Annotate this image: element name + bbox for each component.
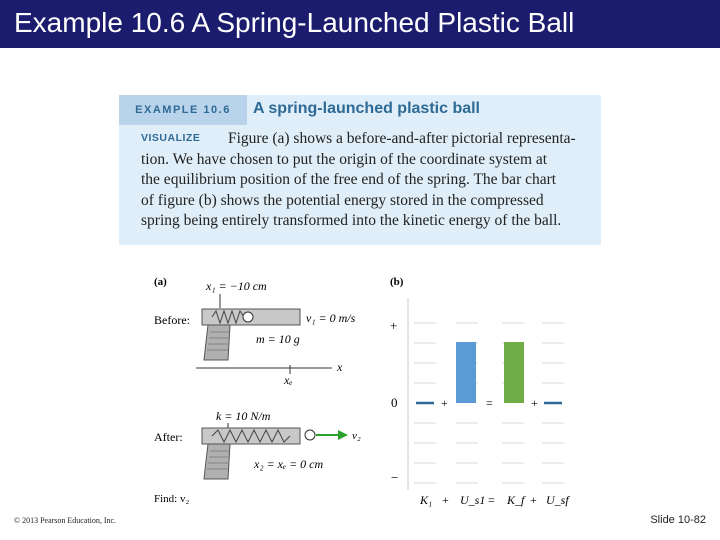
tick-plus-2: + bbox=[530, 493, 537, 507]
tick-kf: K_f bbox=[507, 493, 525, 507]
copyright: © 2013 Pearson Education, Inc. bbox=[14, 516, 117, 525]
minus-label: − bbox=[391, 470, 399, 485]
tick-plus-1: + bbox=[442, 493, 449, 507]
fig-a-label: (a) bbox=[154, 276, 167, 288]
op-equals: = bbox=[486, 396, 493, 410]
v2-label: v₂ bbox=[352, 430, 361, 442]
bar-us1 bbox=[456, 342, 476, 403]
op-plus-1: + bbox=[441, 396, 448, 410]
slide-number: Slide 10-82 bbox=[650, 514, 706, 526]
example-title: A spring-launched plastic ball bbox=[253, 100, 480, 117]
tick-usf: U_sf bbox=[546, 493, 569, 507]
tick-k1: K₁ bbox=[420, 493, 433, 507]
figure bbox=[150, 268, 580, 513]
bar-kf bbox=[504, 342, 524, 403]
body-line: the equilibrium position of the free end of the spring. The bar chart bbox=[141, 171, 557, 188]
visualize-label: VISUALIZE bbox=[141, 132, 201, 144]
slide-title: Example 10.6 A Spring-Launched Plastic Ball bbox=[14, 7, 575, 38]
velocity-arrowhead bbox=[338, 430, 348, 440]
xe-label: xₑ bbox=[284, 373, 293, 387]
find-label: Find: v₂ bbox=[154, 493, 190, 505]
example-box bbox=[119, 95, 601, 245]
tick-equals: = bbox=[488, 493, 495, 507]
body-line: tion. We have chosen to put the origin of the coordinate system at bbox=[141, 150, 548, 168]
body-line: of figure (b) shows the potential energy stored in the compressed bbox=[141, 191, 544, 209]
x1-label: x₁ = −10 cm bbox=[206, 279, 267, 293]
plus-label: + bbox=[390, 318, 398, 333]
fig-b-label: (b) bbox=[390, 276, 404, 288]
x-axis-label: x bbox=[337, 360, 343, 374]
k-label: k = 10 N/m bbox=[216, 409, 271, 423]
x2-label: x₂ = xₑ = 0 cm bbox=[254, 457, 324, 471]
title-bar bbox=[0, 0, 720, 48]
op-plus-2: + bbox=[531, 396, 538, 410]
tick-us1: U_s1 bbox=[460, 493, 486, 507]
ball-after bbox=[305, 430, 315, 440]
body-line: Figure (a) shows a before-and-after pictorial representa- bbox=[228, 130, 576, 147]
gun-after bbox=[202, 428, 300, 479]
body-line: spring being entirely transformed into the kinetic energy of the ball. bbox=[141, 212, 562, 229]
example-label: EXAMPLE 10.6 bbox=[119, 95, 247, 125]
example-body bbox=[141, 129, 591, 232]
zero-label: 0 bbox=[391, 395, 398, 410]
example-header bbox=[119, 95, 601, 125]
before-label: Before: bbox=[154, 313, 190, 327]
v1-label: v₁ = 0 m/s bbox=[306, 311, 356, 325]
mass-label: m = 10 g bbox=[256, 332, 300, 346]
after-label: After: bbox=[154, 430, 183, 444]
ball-before bbox=[243, 312, 253, 322]
